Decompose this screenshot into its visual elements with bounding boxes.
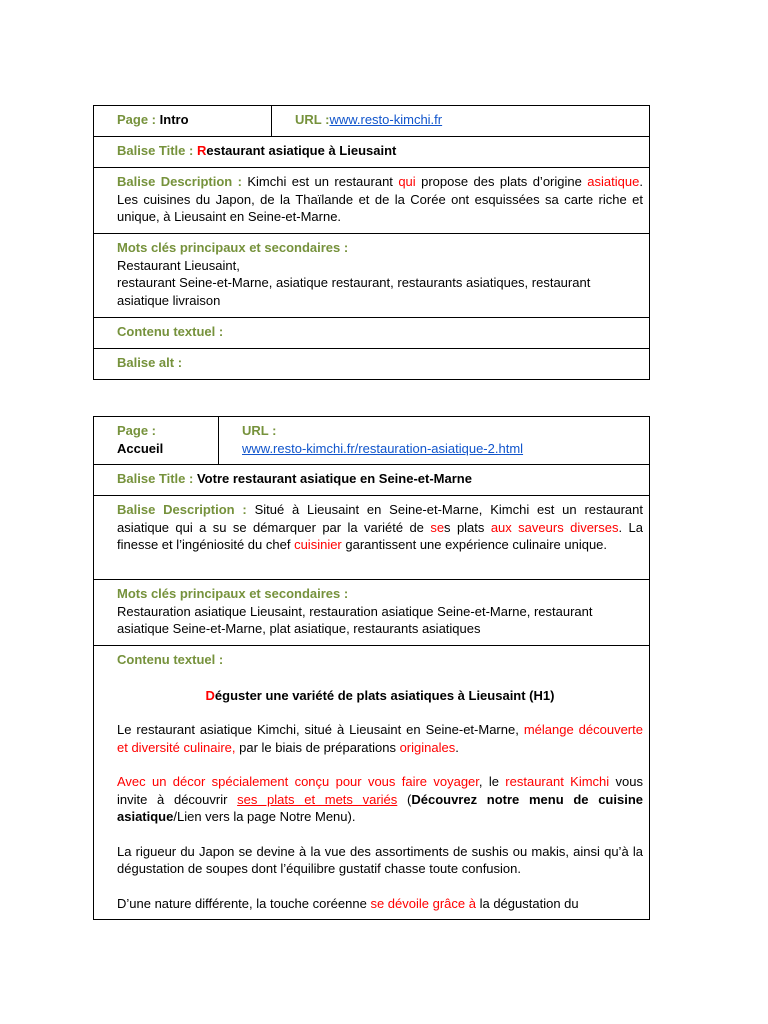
paragraph-highlight: originales	[399, 739, 456, 755]
h1-heading	[117, 687, 643, 705]
description-text: s plats	[444, 519, 485, 535]
description-cell	[94, 168, 650, 234]
url-label: URL :	[295, 112, 330, 127]
paragraph-text: la dégustation du	[479, 895, 579, 911]
description-highlight: cuisinier	[294, 537, 342, 552]
page-value: Intro	[159, 112, 189, 127]
paragraph-text: D’une nature différente, la touche coréenne	[117, 895, 367, 911]
page-value: Accueil	[117, 440, 164, 456]
paragraph-text: .	[455, 739, 459, 755]
paragraph-highlight: Avec un décor spécialement conçu pour vous faire voyager	[117, 774, 479, 789]
title-label: Balise Title :	[117, 143, 194, 158]
paragraph-text: vous invite à découvrir	[117, 774, 643, 807]
paragraph-highlight: mélange découverte et diversité culinaire,	[117, 722, 643, 755]
paragraph-highlight: restaurant Kimchi	[505, 774, 610, 789]
description-label: Balise Description :	[117, 174, 242, 189]
content-body	[117, 651, 643, 919]
title-label: Balise Title :	[117, 471, 194, 486]
keywords-line: restaurant Seine-et-Marne, asiatique restaurant, restaurants asiatiques, restaurant asiatique livraison	[117, 275, 591, 308]
paragraph-link-text: ses plats et mets variés	[237, 791, 398, 807]
description-cell	[94, 496, 650, 580]
page-cell	[94, 417, 219, 465]
paragraph-bold: Découvrez notre menu de cuisine asiatique	[117, 791, 643, 824]
seo-table-accueil	[93, 416, 650, 920]
paragraph-text: Le restaurant asiatique Kimchi, situé à Lieusaint en Seine-et-Marne,	[117, 722, 519, 737]
keywords-cell	[94, 234, 650, 318]
title-first-letter: R	[196, 143, 207, 158]
alt-cell	[94, 349, 650, 380]
paragraph-highlight: se dévoile grâce à	[370, 895, 476, 911]
url-link[interactable]: www.resto-kimchi.fr/restauration-asiatique-2.html	[242, 440, 524, 456]
paragraph-text: , le	[478, 774, 499, 789]
description-text: propose des plats d’origine	[421, 174, 582, 189]
paragraph	[117, 721, 643, 756]
url-link[interactable]: www.resto-kimchi.fr	[329, 112, 443, 127]
title-cell	[94, 465, 650, 496]
description-highlight: aux saveurs diverses	[490, 519, 619, 535]
page-label: Page :	[117, 112, 157, 127]
keywords-cell	[94, 580, 650, 646]
description-text: Situé à Lieusaint en Seine-et-Marne, Kimchi est un restaurant asiatique qui a su se démarquer par la variété de	[117, 502, 643, 535]
description-text: . Les cuisines du Japon, de la Thaïlande et de la Corée ont esquissées sa carte riche et unique, à Lieusaint en Seine-et-Marne.	[117, 174, 643, 224]
title-value: estaurant asiatique à Lieusaint	[206, 143, 397, 158]
paragraph-text: par le biais de préparations	[239, 739, 396, 755]
url-label: URL :	[242, 423, 277, 438]
url-cell	[219, 417, 650, 465]
description-text: Kimchi est un restaurant	[247, 174, 393, 189]
seo-table-intro	[93, 105, 650, 380]
h1-first-letter: D	[205, 687, 215, 703]
keywords-label: Mots clés principaux et secondaires :	[117, 586, 349, 601]
h1-text: éguster une variété de plats asiatiques à Lieusaint (H1)	[214, 687, 555, 703]
description-highlight: qui	[398, 174, 416, 189]
keywords-line: Restaurant Lieusaint,	[117, 257, 240, 273]
content-label: Contenu textuel :	[117, 324, 224, 339]
description-highlight: se	[430, 519, 445, 535]
title-cell	[94, 137, 650, 168]
keywords-label: Mots clés principaux et secondaires :	[117, 240, 349, 255]
description-text: garantissent une expérience culinaire unique.	[345, 537, 608, 552]
description-text: . La finesse et l’ingéniosité du chef	[117, 519, 643, 552]
paragraph: La rigueur du Japon se devine à la vue des assortiments de sushis ou makis, ainsi qu’à la dégustation de soupes dont l’équilibre gustatif chasse toute confusion.	[117, 843, 643, 876]
paragraph-text: /Lien vers la page Notre Menu).	[173, 809, 356, 824]
paragraph-text: (	[407, 791, 412, 807]
content-cell	[94, 646, 650, 920]
keywords-line: Restauration asiatique Lieusaint, restauration asiatique Seine-et-Marne, restaurant asiatique Seine-et-Marne, plat asiatique, restaurants asiatiques	[117, 603, 593, 636]
title-value: Votre restaurant asiatique en Seine-et-Marne	[196, 471, 472, 486]
url-cell	[272, 106, 650, 137]
content-label: Contenu textuel :	[117, 652, 224, 667]
content-cell	[94, 318, 650, 349]
page-cell	[94, 106, 272, 137]
page-label: Page :	[117, 423, 157, 438]
description-label: Balise Description :	[117, 502, 247, 517]
alt-label: Balise alt :	[117, 355, 183, 370]
paragraph	[117, 773, 643, 826]
paragraph	[117, 895, 643, 913]
description-highlight: asiatique	[587, 174, 640, 189]
